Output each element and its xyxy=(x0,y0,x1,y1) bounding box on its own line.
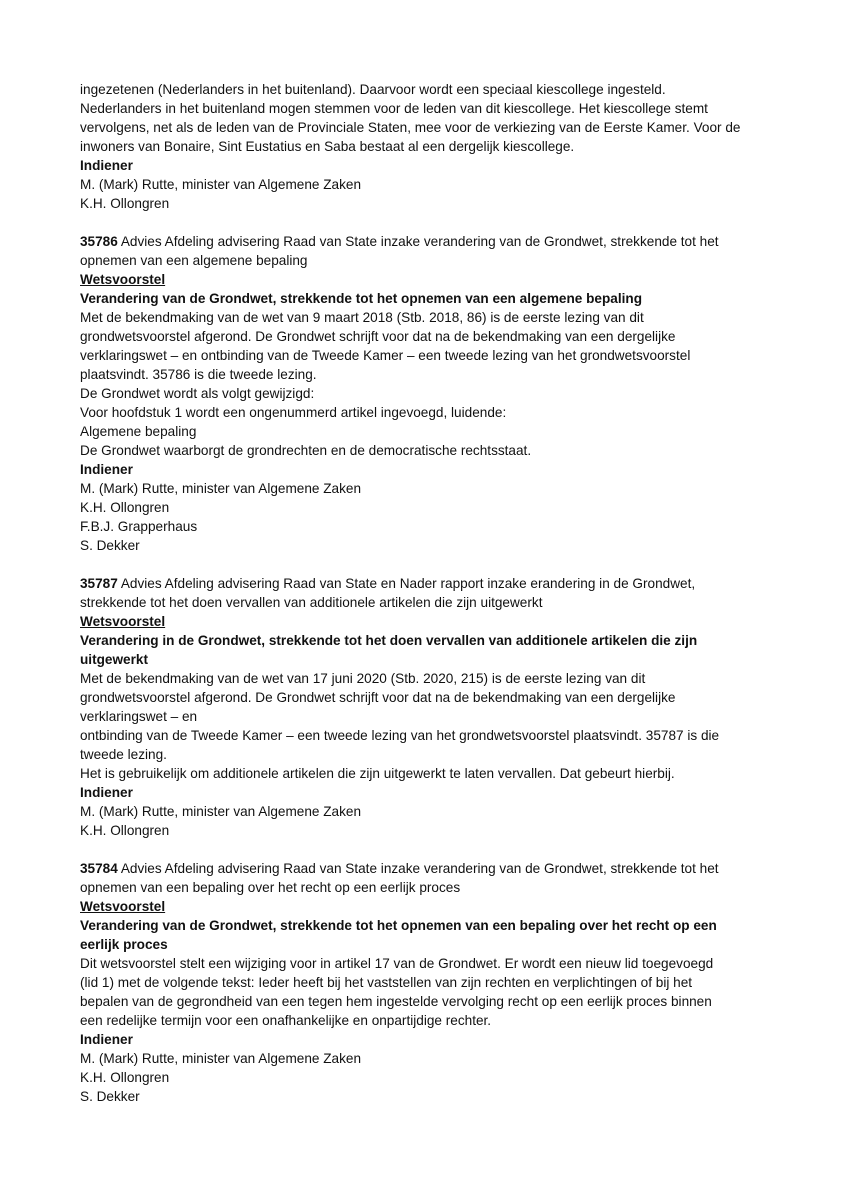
indiener-name: S. Dekker xyxy=(80,1089,140,1104)
document-page xyxy=(80,80,770,1106)
section-title-line: strekkende tot het doen vervallen van additionele artikelen die zijn uitgewerkt xyxy=(80,595,543,610)
body-line: verklaringswet – en xyxy=(80,709,198,724)
wetsvoorstel-title: Verandering van de Grondwet, strekkende tot het opnemen van een bepaling over het recht op een xyxy=(80,918,717,933)
body-line: Met de bekendmaking van de wet van 17 juni 2020 (Stb. 2020, 215) is de eerste lezing van dit xyxy=(80,671,646,686)
section-title-text: Advies Afdeling advisering Raad van State inzake verandering van de Grondwet, strekkende tot het xyxy=(117,861,719,876)
body-line: tweede lezing. xyxy=(80,747,167,762)
body-line: Voor hoofdstuk 1 wordt een ongenummerd artikel ingevoegd, luidende: xyxy=(80,405,507,420)
body-line: ontbinding van de Tweede Kamer – een tweede lezing van het grondwetsvoorstel plaatsvindt. 35787 is die xyxy=(80,728,720,743)
section-spacer xyxy=(80,840,770,859)
wetsvoorstel-label: Wetsvoorstel xyxy=(80,899,166,914)
section-spacer xyxy=(80,555,770,574)
indiener-name: K.H. Ollongren xyxy=(80,196,170,211)
intro-line: ingezetenen (Nederlanders in het buitenland). Daarvoor wordt een speciaal kiescollege ingesteld. xyxy=(80,82,666,97)
indiener-name: K.H. Ollongren xyxy=(80,823,170,838)
body-line: verklaringswet – en ontbinding van de Tweede Kamer – een tweede lezing van het grondwetsvoorstel xyxy=(80,348,691,363)
body-line: plaatsvindt. 35786 is die tweede lezing. xyxy=(80,367,317,382)
indiener-label: Indiener xyxy=(80,158,133,173)
indiener-name: M. (Mark) Rutte, minister van Algemene Zaken xyxy=(80,804,362,819)
wetsvoorstel-title: uitgewerkt xyxy=(80,652,148,667)
section-number: 35784 xyxy=(80,861,118,876)
indiener-name: M. (Mark) Rutte, minister van Algemene Zaken xyxy=(80,1051,362,1066)
section-title-line xyxy=(80,232,770,251)
body-line: bepalen van de gegrondheid van een tegen hem ingestelde vervolging recht op een eerlijk proces binnen xyxy=(80,994,712,1009)
indiener-name: M. (Mark) Rutte, minister van Algemene Zaken xyxy=(80,481,362,496)
indiener-name: M. (Mark) Rutte, minister van Algemene Zaken xyxy=(80,177,362,192)
intro-block xyxy=(80,80,770,213)
section-title-line xyxy=(80,859,770,878)
intro-line: inwoners van Bonaire, Sint Eustatius en Saba bestaat al een dergelijk kiescollege. xyxy=(80,139,575,154)
body-line: grondwetsvoorstel afgerond. De Grondwet schrijft voor dat na de bekendmaking van een dergelijke xyxy=(80,329,676,344)
section-spacer xyxy=(80,213,770,232)
body-line: Algemene bepaling xyxy=(80,424,197,439)
indiener-name: K.H. Ollongren xyxy=(80,1070,170,1085)
section-35786 xyxy=(80,232,770,555)
body-line: (lid 1) met de volgende tekst: Ieder heeft bij het vaststellen van zijn rechten en verplichtingen of bij het xyxy=(80,975,693,990)
wetsvoorstel-label: Wetsvoorstel xyxy=(80,614,166,629)
wetsvoorstel-title: Verandering van de Grondwet, strekkende tot het opnemen van een algemene bepaling xyxy=(80,291,643,306)
section-title-line xyxy=(80,574,770,593)
section-number: 35787 xyxy=(80,576,118,591)
indiener-label: Indiener xyxy=(80,462,133,477)
body-line: Het is gebruikelijk om additionele artikelen die zijn uitgewerkt te laten vervallen. Dat gebeurt hierbij. xyxy=(80,766,675,781)
intro-line: vervolgens, net als de leden van de Provinciale Staten, mee voor de verkiezing van de Eerste Kamer. Voor de xyxy=(80,120,741,135)
intro-line: Nederlanders in het buitenland mogen stemmen voor de leden van dit kiescollege. Het kiescollege stemt xyxy=(80,101,708,116)
section-35787 xyxy=(80,574,770,840)
indiener-label: Indiener xyxy=(80,1032,133,1047)
indiener-name: K.H. Ollongren xyxy=(80,500,170,515)
body-line: grondwetsvoorstel afgerond. De Grondwet schrijft voor dat na de bekendmaking van een dergelijke xyxy=(80,690,676,705)
wetsvoorstel-label: Wetsvoorstel xyxy=(80,272,166,287)
section-35784 xyxy=(80,859,770,1106)
wetsvoorstel-title: eerlijk proces xyxy=(80,937,168,952)
section-number: 35786 xyxy=(80,234,118,249)
body-line: De Grondwet waarborgt de grondrechten en de democratische rechtsstaat. xyxy=(80,443,532,458)
body-line: De Grondwet wordt als volgt gewijzigd: xyxy=(80,386,315,401)
section-title-line: opnemen van een algemene bepaling xyxy=(80,253,308,268)
indiener-name: S. Dekker xyxy=(80,538,140,553)
section-title-text: Advies Afdeling advisering Raad van State en Nader rapport inzake erandering in de Grondwet, xyxy=(117,576,696,591)
body-line: een redelijke termijn voor een onafhankelijke en onpartijdige rechter. xyxy=(80,1013,492,1028)
body-line: Met de bekendmaking van de wet van 9 maart 2018 (Stb. 2018, 86) is de eerste lezing van dit xyxy=(80,310,644,325)
body-line: Dit wetsvoorstel stelt een wijziging voor in artikel 17 van de Grondwet. Er wordt een nieuw lid toegevoegd xyxy=(80,956,714,971)
indiener-label: Indiener xyxy=(80,785,133,800)
wetsvoorstel-title: Verandering in de Grondwet, strekkende tot het doen vervallen van additionele artikelen die zijn xyxy=(80,633,698,648)
section-title-text: Advies Afdeling advisering Raad van State inzake verandering van de Grondwet, strekkende tot het xyxy=(117,234,719,249)
section-title-line: opnemen van een bepaling over het recht op een eerlijk proces xyxy=(80,880,461,895)
indiener-name: F.B.J. Grapperhaus xyxy=(80,519,198,534)
